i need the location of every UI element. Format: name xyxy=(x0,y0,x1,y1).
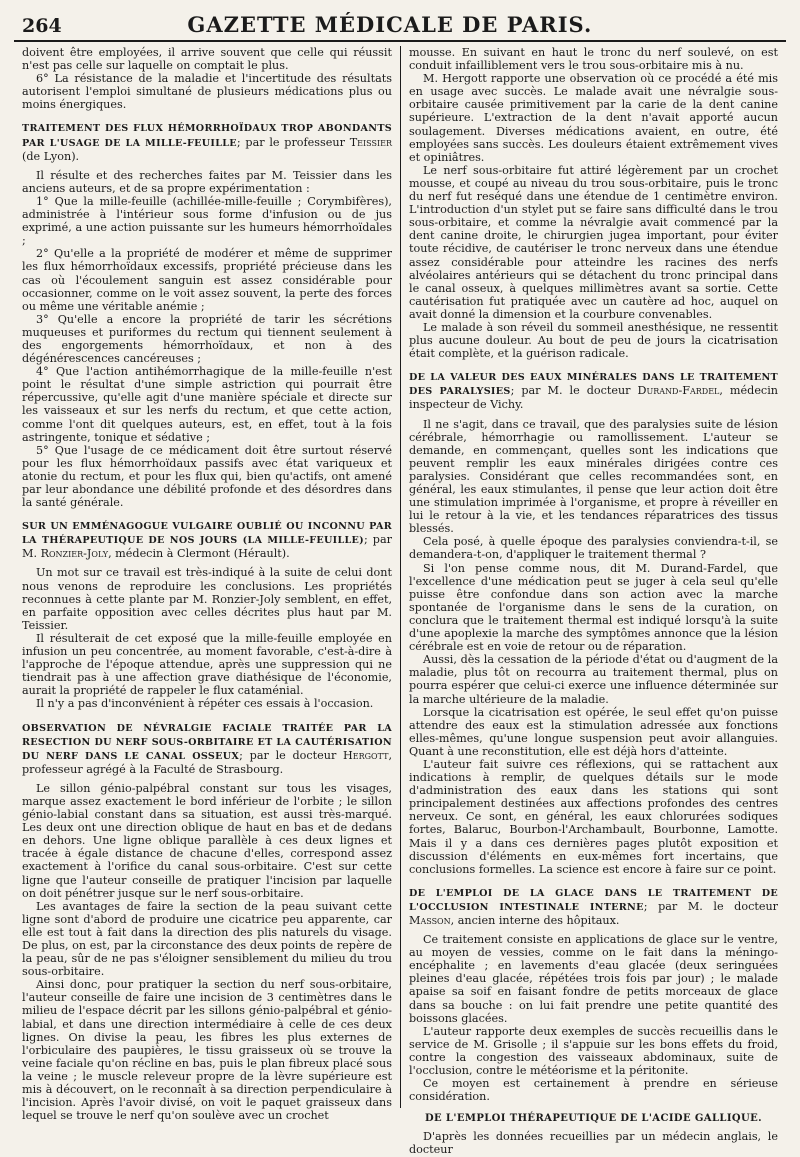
author-name: Ronzier-Joly xyxy=(40,547,109,561)
byline-post: , médecin à Clermont (Hérault). xyxy=(108,547,290,561)
paragraph: Aussi, dès la cessation de la période d'état ou d'augment de la maladie, plus tôt on recourra au traitement thermal, plus on pourra espérer que celui-ci exerce une influence déterminée sur la marche ultérieure de la maladie. xyxy=(409,653,778,706)
paragraph: Lorsque la cicatrisation est opérée, le seul effet qu'on puisse attendre des eaux est la stimulation adressée aux fonctions elles-mêmes, qu'une longue suspension peut avoir allanguies. Quant à une reconstitution, elle est déjà hors d'atteinte. xyxy=(409,705,778,758)
paragraph: Un mot sur ce travail est très-indiqué à la suite de celui dont nous venons de reproduire les conclusions. Les propriétés reconnues à cette plante par M. Ronzier-Joly semblent, en effet, en parfaite opposition avec celles décrites plus haut par M. Teissier. xyxy=(22,566,392,632)
article-title: TRAITEMENT DES FLUX HÉMORRHOÏDAUX TROP ABONDANTS PAR L'USAGE DE LA MILLE-FEUILLE xyxy=(22,123,392,149)
paragraph: Il ne s'agit, dans ce travail, que des paralysies suite de lésion cérébrale, hémorrhagie ou ramollissement. L'auteur se demande, en commençant, quelles sont les indications que peuvent remplir les eaux minérales dirigées contre ces paralysies. Considérant que celles recommandées sont, en général, les eaux stimulantes, il pense que leur action doit être une stimulation imprimée à l'organisme, et propre à réveiller en lui le retour à la vie, et les tendances réparatrices des tissus blessés. xyxy=(409,417,778,536)
left-column xyxy=(14,46,400,1123)
paragraph: Le nerf sous-orbitaire fut attiré légèrement par un crochet mousse, et coupé au niveau du trou sous-orbitaire, puis le tronc du nerf fut reséqué dans une étendue de 1 centimètre environ. L'introduction d'un stylet put se faire sans difficulté dans le trou sous-orbitaire, et comme la névralgie avait commencé par la dent canine droite, le chirurgien jugea important, pour éviter toute récidive, de cautériser le tronc nerveux dans une étendue assez considérable pour atteindre les racines des nerfs alvéolaires antérieurs qui se détachent du tronc principal dans le canal osseux, à quelques millimètres avant sa sortie. Cette cautérisation fut pratiquée avec un cautère ad hoc, auquel on avait donné la dimension et la courbure convenables. xyxy=(409,163,778,321)
byline-pre: ; par M. xyxy=(22,533,392,561)
header-rule xyxy=(14,40,786,42)
columns xyxy=(14,46,786,1157)
page-header xyxy=(14,12,786,38)
right-column xyxy=(400,46,786,1157)
byline-pre: ; par le docteur xyxy=(239,748,344,762)
author-name: Teissier xyxy=(349,135,392,149)
paragraph: L'auteur fait suivre ces réflexions, qui se rattachent aux indications à remplir, de quelques détails sur le mode d'administration des eaux dans les stations qui sont principalement destinées aux affections profondes des centres nerveux. Ce sont, en général, les eaux chlorurées sodiques fortes, Balaruc, Bourbon-l'Archambault, Bourbonne, Lamotte. Mais il y a dans ces dernières pages plutôt exposition et discussion d'éléments en eux-mêmes fort incertains, que conclusions formelles. La science est encore à faire sur ce point. xyxy=(409,757,778,876)
byline-post: (de Lyon). xyxy=(22,149,80,163)
paragraph: Les avantages de faire la section de la peau suivant cette ligne sont d'abord de produire une cicatrice peu apparente, car elle est tout à fait dans la direction des plis naturels du visage. De plus, on est, par la circonstance des deux points de repère de la peau, sûr de ne pas s'éloigner sensiblement du milieu du trou sous-orbitaire. xyxy=(22,899,392,979)
article-title: SUR UN EMMÉNAGOGUE VULGAIRE OUBLIÉ OU INCONNU PAR LA THÉRAPEUTIQUE DE NOS JOURS (LA MILLE-FEUILLE) xyxy=(22,521,392,547)
paragraph: mousse. En suivant en haut le tronc du nerf soulevé, on est conduit infailliblement vers le trou sous-orbitaire mis à nu. xyxy=(409,46,778,73)
paragraph: Cela posé, à quelle époque des paralysies conviendra-t-il, se demandera-t-on, d'appliquer le traitement thermal ? xyxy=(409,535,778,562)
paragraph: 5° Que l'usage de ce médicament doit être surtout réservé pour les flux hémorrhoïdaux passifs avec état variqueux et atonie du rectum, et pour les flux qui, bien qu'actifs, ont amené par leur abondance une débilité profonde et des désordres dans la santé générale. xyxy=(22,443,392,510)
byline-pre: ; par M. le docteur xyxy=(643,899,779,913)
paragraph: D'après les données recueillies par un médecin anglais, le docteur xyxy=(409,1130,778,1157)
article-title: OBSERVATION DE NÉVRALGIE FACIALE TRAITÉE PAR LA RESECTION DU NERF SOUS-ORBITAIRE ET LA CAUTÉRISATION DU NERF DANS LE CANAL OSSEUX xyxy=(22,722,392,762)
article-heading xyxy=(409,370,778,411)
paragraph: M. Hergott rapporte une observation où ce procédé a été mis en usage avec succès. Le malade avait une névralgie sous-orbitaire causée primitivement par la carie de la dent canine supérieure. L'extraction de la dent n'avait apporté aucun soulagement. Diverses médications avaient, en outre, été employées sans succès. Les douleurs étaient extrêmement vives et opiniâtres. xyxy=(409,72,778,164)
byline-post: , ancien interne des hôpitaux. xyxy=(450,914,620,927)
article-title: DE L'EMPLOI DE LA GLACE DANS LE TRAITEMENT DE L'OCCLUSION INTESTINALE INTERNE xyxy=(409,887,778,913)
paragraph: Il résulte et des recherches faites par M. Teissier dans les anciens auteurs, et de sa propre expérimentation : xyxy=(22,168,392,195)
paragraph: 3° Qu'elle a encore la propriété de tarir les sécrétions muqueuses et puriformes du rectum qui tiennent seulement à des engorgements hémorrhoïdaux, et non à des dégénérescences cancéreuses ; xyxy=(22,312,392,366)
paragraph: Le sillon génio-palpébral constant sur tous les visages, marque assez exactement le bord inférieur de l'orbite ; le sillon génio-labial constant dans sa situation, est aussi très-marqué. Les deux ont une direction oblique de haut en bas et de dedans en dehors. Une ligne oblique parallèle à ces deux lignes et tracée à égale distance de chacune d'elles, correspond assez exactement à l'orifice du canal sous-orbitaire. C'est sur cette ligne que l'auteur conseille de pratiquer l'incision par laquelle on doit pénétrer jusque sur le nerf sous-orbitaire. xyxy=(22,781,392,900)
paragraph: 1° Que la mille-feuille (achillée-mille-feuille ; Corymbifères), administrée à l'intérieur sous forme d'infusion ou de jus exprimé, a une action puissante sur les humeurs hémorrhoïdales ; xyxy=(22,194,392,248)
author-name: Masson xyxy=(409,914,451,927)
author-name: Durand-Fardel xyxy=(637,384,720,398)
section-heading: DE L'EMPLOI THÉRAPEUTIQUE DE L'ACIDE GALLIQUE. xyxy=(424,1113,763,1125)
paragraph: Ce moyen est certainement à prendre en sérieuse considération. xyxy=(409,1077,778,1104)
byline-pre: ; par M. le docteur xyxy=(510,384,638,398)
article-heading xyxy=(22,721,392,776)
article-heading xyxy=(22,121,392,162)
byline-post: , médecin inspecteur de Vichy. xyxy=(409,384,778,412)
paragraph: Il n'y a pas d'inconvénient à répéter ces essais à l'occasion. xyxy=(36,697,374,711)
byline-post: , professeur agrégé à la Faculté de Strasbourg. xyxy=(22,748,392,776)
paragraph: Ce traitement consiste en applications de glace sur le ventre, au moyen de vessies, comme on le fait dans la méningo-encéphalite ; en lavements d'eau glacée (deux seringuées pleines d'eau glacée, répétées trois fois par jour) ; le malade apaise sa soif en faisant fondre de petits morceaux de glace dans sa bouche : on lui fait prendre une petite quantité des boissons glacées. xyxy=(409,933,778,1025)
article-heading xyxy=(409,886,778,927)
page-number: 264 xyxy=(22,15,62,37)
paragraph: Si l'on pense comme nous, dit M. Durand-Fardel, que l'excellence d'une médication peut se juger à cela seul qu'elle puisse être confondue dans son action avec la marche spontanée de l'organisme dans le sens de la curation, on conclura que le traitement thermal est indiqué lorsqu'à la suite d'une apoplexie la marche des symptômes annonce que la lésion cérébrale est en voie de retour ou de réparation. xyxy=(409,561,778,654)
paragraph: 2° Qu'elle a la propriété de modérer et même de supprimer les flux hémorrhoïdaux excessifs, propriété précieuse dans les cas où l'écoulement sanguin est assez considérable pour occasionner, comme on le voit assez souvent, la perte des forces ou même une véritable anémie ; xyxy=(22,247,392,313)
paragraph: 4° Que l'action antihémorrhagique de la mille-feuille n'est point le résultat d'une simple astriction qui pourrait être répercussive, qu'elle agit d'une manière spéciale et directe sur les vaisseaux et sur les nerfs du rectum, et que cette action, comme l'ont dit quelques auteurs, est, en effet, tout à la fois astringente, tonique et sédative ; xyxy=(22,365,392,444)
paragraph: Ainsi donc, pour pratiquer la section du nerf sous-orbitaire, l'auteur conseille de faire une incision de 3 centimètres dans le milieu de l'espace décrit par les sillons génio-palpébral et génio-labial, et dans une direction intermédiaire à celle de ces deux lignes. On divise la peau, les fibres les plus externes de l'orbiculaire des paupières, le tissu graisseux où se trouve la veine faciale qu'on récline en bas, puis le plan fibreux placé sous la veine ; le muscle releveur propre de la lèvre supérieure est mis à découvert, on le reconnaît à sa direction perpendiculaire à l'incision. Après l'avoir divisé, on voit le paquet graisseux dans lequel se trouve le nerf qu'on soulève avec un crochet xyxy=(22,978,392,1123)
paragraph: L'auteur rapporte deux exemples de succès recueillis dans le service de M. Grisolle ; il s'appuie sur les bons effets du froid, contre la congestion des vaisseaux abdominaux, suite de l'occlusion, contre le météorisme et la péritonite. xyxy=(409,1024,778,1078)
journal-title: GAZETTE MÉDICALE DE PARIS. xyxy=(187,12,593,37)
paragraph: doivent être employées, il arrive souvent que celle qui réussit n'est pas celle sur laquelle on comptait le plus. xyxy=(22,46,392,73)
paragraph: Le malade à son réveil du sommeil anesthésique, ne ressentit plus aucune douleur. Au bout de peu de jours la cicatrisation était complète, et la guérison radicale. xyxy=(409,320,778,361)
paragraph: Il résulterait de cet exposé que la mille-feuille employée en infusion un peu concentrée, au moment favorable, c'est-à-dire à l'approche de l'époque attendue, après une suppression qui ne tiendrait pas à une affection grave diathésique de l'économie, aurait la propriété de rappeler le flux cataménial. xyxy=(22,631,392,698)
byline-pre: ; par le professeur xyxy=(236,135,350,149)
paragraph: 6° La résistance de la maladie et l'incertitude des résultats autorisent l'emploi simultané de plusieurs médications plus ou moins énergiques. xyxy=(22,72,392,112)
author-name: Hergott xyxy=(343,748,389,762)
article-heading xyxy=(22,519,392,560)
article-title: DE LA VALEUR DES EAUX MINÉRALES DANS LE TRAITEMENT DES PARALYSIES xyxy=(409,372,778,398)
